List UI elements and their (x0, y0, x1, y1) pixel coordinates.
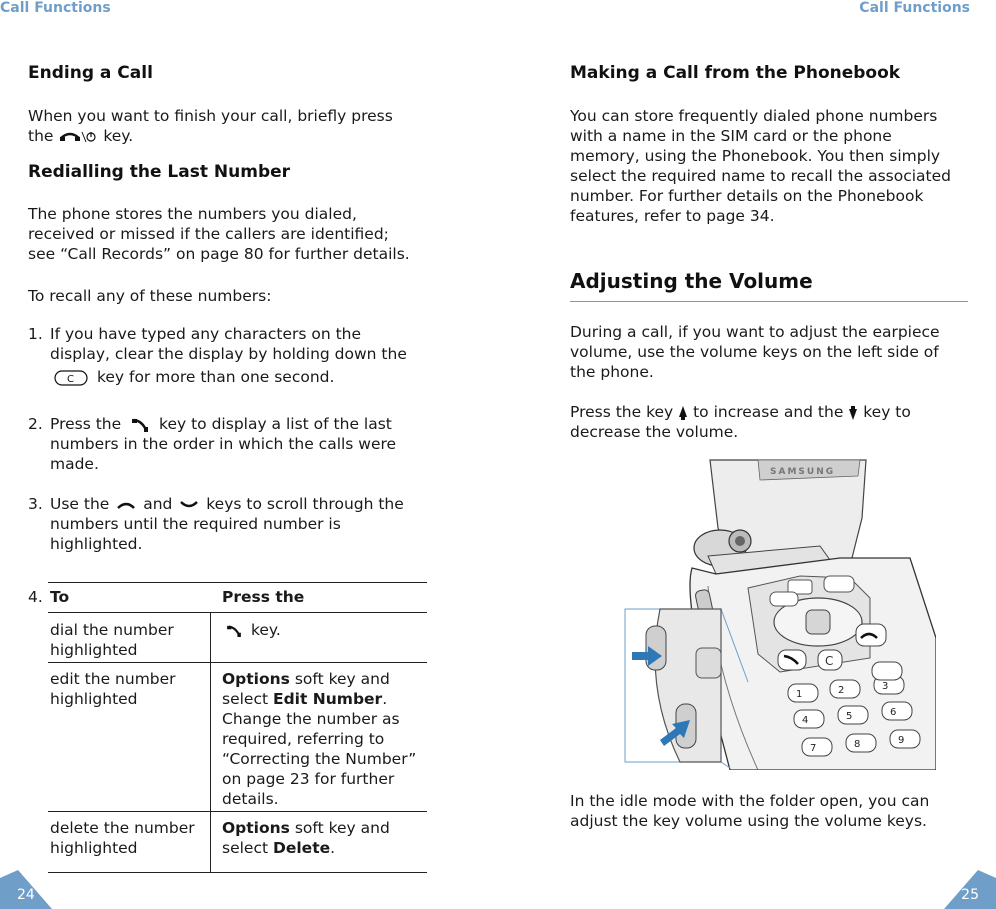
step2-l2: numbers in the order in which the calls were (50, 435, 397, 453)
svg-text:3: 3 (882, 681, 889, 692)
row3-to-l1: delete the number (50, 819, 195, 837)
table-column-divider (210, 612, 211, 872)
volume-p2-l1: Press the key to increase and the key to (570, 403, 911, 421)
phonebook-l6: features, refer to page 34. (570, 207, 775, 225)
table-header-rule (48, 612, 427, 613)
row2-press-l1: Options soft key and (222, 670, 390, 688)
step2-num: 2. (28, 415, 43, 433)
step3-num: 3. (28, 495, 43, 513)
step2-l3: made. (50, 455, 99, 473)
step3-l1: Use the and keys to scroll through the (50, 495, 404, 513)
right-page-number: 25 (961, 887, 979, 903)
step1-l2: display, clear the display by holding down the (50, 345, 407, 363)
left-header: Call Functions (0, 0, 111, 16)
svg-text:2: 2 (838, 685, 845, 696)
volume-down-key-icon (848, 405, 858, 421)
phonebook-l5: number. For further details on the Phonebook (570, 187, 924, 205)
row3-to-l2: highlighted (50, 839, 138, 857)
phonebook-l2: with a name in the SIM card or the phone (570, 127, 892, 145)
step2-l1: Press the key to display a list of the last (50, 415, 392, 433)
svg-text:5: 5 (846, 711, 853, 722)
phonebook-l3: memory, using the Phonebook. You then simply (570, 147, 941, 165)
step4-num: 4. (28, 588, 43, 606)
row2-press-l2: select Edit Number. (222, 690, 388, 708)
volume-idle-l2: adjust the key volume using the volume keys. (570, 812, 927, 830)
clear-key-icon (54, 370, 88, 386)
phonebook-l4: select the required name to recall the associated (570, 167, 951, 185)
brand-logo: SAMSUNG (770, 467, 836, 477)
volume-idle-l1: In the idle mode with the folder open, you can (570, 792, 930, 810)
scroll-up-key-icon (114, 499, 138, 511)
phonebook-title: Making a Call from the Phonebook (570, 63, 901, 83)
left-page-number: 24 (17, 887, 35, 903)
volume-title: Adjusting the Volume (570, 269, 813, 293)
step1-l3: C key for more than one second. (54, 367, 334, 387)
send-key-icon (222, 624, 246, 638)
svg-text:6: 6 (890, 707, 897, 718)
phone-illustration (620, 458, 936, 770)
scroll-down-key-icon (177, 499, 201, 511)
redial-title: Redialling the Last Number (28, 162, 291, 182)
volume-p2-l2: decrease the volume. (570, 423, 739, 441)
send-key-icon (126, 418, 154, 432)
svg-text:8: 8 (854, 739, 861, 750)
svg-text:9: 9 (898, 735, 905, 746)
row1-to-l1: dial the number (50, 621, 174, 639)
end-key-icon (58, 130, 98, 144)
step1-l1: If you have typed any characters on the (50, 325, 362, 343)
table-bottom-rule (48, 872, 427, 873)
row2-press-l7: details. (222, 790, 279, 808)
row1-press: key. (222, 620, 281, 640)
row2-press-l5: “Correcting the Number” (222, 750, 417, 768)
table-row1-rule (48, 662, 427, 663)
redial-p2: To recall any of these numbers: (28, 287, 272, 305)
row2-press-l4: required, referring to (222, 730, 385, 748)
volume-title-rule (570, 301, 968, 302)
table-col2-header: Press the (222, 588, 305, 606)
svg-text:C: C (825, 654, 834, 668)
step1-num: 1. (28, 325, 43, 343)
phonebook-l1: You can store frequently dialed phone numbers (570, 107, 938, 125)
ending-call-line2: the key. (28, 127, 134, 145)
svg-text:4: 4 (802, 715, 809, 726)
redial-p1-l1: The phone stores the numbers you dialed, (28, 205, 357, 223)
volume-up-key-icon (678, 405, 688, 421)
table-col1-header: To (50, 588, 70, 606)
ending-call-title: Ending a Call (28, 63, 153, 83)
volume-p1-l1: During a call, if you want to adjust the earpiece (570, 323, 940, 341)
redial-p1-l2: received or missed if the callers are identified; (28, 225, 389, 243)
step3-l2: numbers until the required number is (50, 515, 341, 533)
redial-p1-l3: see “Call Records” on page 80 for further details. (28, 245, 410, 263)
step3-l3: highlighted. (50, 535, 143, 553)
row2-to-l2: highlighted (50, 690, 138, 708)
ending-call-line1: When you want to finish your call, briefly press (28, 107, 393, 125)
table-top-rule (48, 582, 427, 583)
row2-press-l6: on page 23 for further (222, 770, 395, 788)
row2-to-l1: edit the number (50, 670, 176, 688)
row2-press-l3: Change the number as (222, 710, 400, 728)
right-header: Call Functions (859, 0, 970, 16)
svg-text:C: C (67, 373, 74, 385)
svg-text:1: 1 (796, 689, 803, 700)
svg-text:7: 7 (810, 743, 817, 754)
row3-press-l1: Options soft key and (222, 819, 390, 837)
row3-press-l2: select Delete. (222, 839, 336, 857)
row1-to-l2: highlighted (50, 641, 138, 659)
volume-p1-l3: the phone. (570, 363, 654, 381)
table-row2-rule (48, 811, 427, 812)
volume-p1-l2: volume, use the volume keys on the left side of (570, 343, 939, 361)
